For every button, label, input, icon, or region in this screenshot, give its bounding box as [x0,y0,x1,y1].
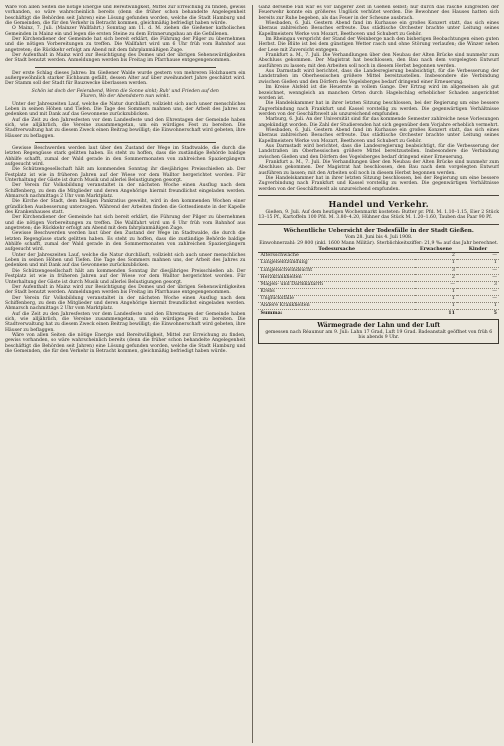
article-paragraph: Im Rheingau verspricht der Stand der Weinberge nach den bisherigen Beobachtungen einen guten Herbst. Die Blüte ist bei dem günstigen Wetter rasch und ohne Störung verlaufen; die Winzer sehen der Lese mit Zuversicht entgegen. [258,37,499,53]
table-cell: — [457,274,499,281]
table-row [258,288,499,295]
table-cell: 2 [415,274,457,281]
table-cell: 1 [415,295,457,302]
table-cell: Altersschwäche [258,253,415,260]
article-paragraph: Die Handelskammer hat in ihrer letzten Sitzung beschlossen, bei der Regierung um eine bessere Zugverbindung nach Frankfurt und Kassel vorstellig zu werden. Die gegenwärtigen Verhältnisse werden von der Geschäftswelt als unzureichend empfunden. [258,101,499,117]
table-cell: — [415,281,457,288]
table-cell: 1 [415,260,457,267]
article-paragraph: Ganz derselbe Fall war es vor längerer Zeit in Gießen selbst; nur durch das rasche Eingreifen der Feuerwehr konnte ein größeres Unglück verhütet werden. Die Bewohner des Hauses hatten sich bereits zur Ruhe begeben, als das Feuer in der Scheune ausbrach. [258,5,499,21]
article-paragraph: Auf die Zeit zu den Jahresfesten vor dem Landesfeste und den Ehrentagen der Gemeinde haben sich, wie alljährlich, die Vereine zusammengetan, um ein würdiges Fest zu bereiten. Die Stadtverwaltung hat zu diesem Zweck einen Beitrag bewilligt; die Einwohnerschaft wird gebeten, ihre Häuser zu beflaggen. [5,311,246,333]
column-divider [252,5,253,743]
market-section-title: Handel und Verkehr. [328,199,429,210]
table-cell: Magen- und Darmkatarrh [258,281,415,288]
divider [258,224,499,225]
table-cell: — [457,253,499,260]
mortality-table-note: Einwohnerzahl: 29 800 (inkl. 1600 Mann Militär). Sterblichkeitsziffer: 21,9 ‰ auf das Jahr berechnet. [259,240,499,246]
divider [35,67,216,68]
table-cell: Unglücksfälle [258,295,415,302]
article-paragraph: Der Kirchendiener der Gemeinde hat sich bereit erklärt, die Führung der Pilger zu übernehmen und die nötigen Vorbereitungen zu treffen. Die Wallfahrt wird um 6 Uhr früh vom Bahnhof aus angetreten; die Rückkehr erfolgt am Abend mit dem fahrplanmäßigen Zuge. [5,215,246,232]
table-header: Kinder [457,246,499,253]
table-cell: 5 [493,310,497,317]
mortality-table [258,246,499,316]
article-paragraph: Wiesbaden, 6. Juli. Gestern Abend fand im Kurhause ein großes Konzert statt, das sich eines überaus zahlreichen Besuches erfreute. Das städtische Orchester brachte unter Leitung seines Kapellmeisters Werke von Mozart, Beethoven und Schubert zu Gehör. [258,21,499,37]
table-cell: — [457,288,499,295]
right-column [258,5,499,745]
article-paragraph: Der Verein für Volksbildung veranstaltet in der nächsten Woche einen Ausflug nach dem Schiffenberg, zu dem die Mitglieder und deren Angehörige hiermit freundlichst eingeladen werden. Abmarsch nachmittags 2 Uhr vom Marktplatz. [5,295,246,312]
table-cell: Krebs [258,288,415,295]
mortality-table-title: Wöchentliche Uebersicht der Todesfälle in der Stadt Gießen. [283,227,474,234]
article-paragraph: Die Kirche der Stadt, dem heiligen Pankratius geweiht, wird in den kommenden Wochen einer gründlichen Ausbesserung unterzogen. Während der Arbeiten finden die Gottesdienste in der Kapelle des Krankenhauses statt. [5,199,246,216]
table-total-row [258,310,499,317]
article-paragraph: Gewisse Beschwerden werden laut über den Zustand der Wege im Stadtwalde, die durch die letzten Regengüsse stark gelitten haben. Es steht zu hoffen, dass die zuständige Behörde baldige Abhilfe schafft, zumal der Wald gerade in den Sommermonaten von zahlreichen Spaziergängern aufgesucht wird. [5,231,246,253]
table-row [258,281,499,288]
table-cell: Herzkrankheiten [258,274,415,281]
article-paragraph: Die Handelskammer hat in ihrer letzten Sitzung beschlossen, bei der Regierung um eine bessere Zugverbindung nach Frankfurt und Kassel vorstellig zu werden. Die gegenwärtigen Verhältnisse werden von der Geschäftswelt als unzureichend empfunden. [258,176,499,192]
table-cell: Lungenschwindsucht [258,267,415,274]
article-paragraph: Marburg, 6. Juli. An der Universität sind für das kommende Semester zahlreiche neue Vorlesungen angekündigt worden. Die Zahl der Studierenden hat sich gegenüber dem Vorjahre erheblich vermehrt. [258,117,499,128]
table-header: Todesursache [258,246,415,253]
article-paragraph: Wäre von allen Seiten die nötige Energie und Bereitwilligkeit, Mittel zur Erreichung zu finden, gewiss vorhanden, so wäre wahrscheinlich bereits (denn die früher schon behandelte Angelegenheit beschäftigt die Behörden seit Jahren) eine Lösung gefunden worden, welche die Stadt Hamburg und die Gemeinden, die für den Verkehr in Betracht kommen, gleichmäßig befriedigt haben würde. [5,5,246,27]
table-cell: 1 [415,288,457,295]
article-paragraph: Die Schützengesellschaft hält am kommenden Sonntag ihr diesjähriges Preisschießen ab. Der Festplatz ist wie in früheren Jahren auf der Wiese vor dem Walltor hergerichtet worden. Für Unterhaltung der Gäste ist durch Musik und allerlei Belustigungen gesorgt. [5,167,246,183]
table-cell: Summa: [260,310,283,317]
article-paragraph: Gewisse Beschwerden werden laut über den Zustand der Wege im Stadtwalde, die durch die letzten Regengüsse stark gelitten haben. Es steht zu hoffen, dass die zuständige Behörde baldige Abhilfe schafft, zumal der Wald gerade in den Sommermonaten von zahlreichen Spaziergängern aufgesucht wird. [5,145,246,167]
divider [35,142,216,143]
article-paragraph: Wäre von allen Seiten die nötige Energie und Bereitwilligkeit, Mittel zur Erreichung zu finden, gewiss vorhanden, so wäre wahrscheinlich bereits (denn die früher schon behandelte Angelegenheit beschäftigt die Behörden seit Jahren) eine Lösung gefunden worden, welche die Stadt Hamburg und die Gemeinden, die für den Verkehr in Betracht kommen, gleichmäßig befriedigt haben würde. [5,332,246,354]
left-column [5,5,246,745]
table-row [258,253,499,260]
table-row [258,295,499,302]
article-paragraph: Frankfurt a. M., 7. Juli. Die Verhandlungen über den Neubau der Alten Brücke sind nunmehr zum Abschluss gekommen. Der Magistrat hat beschlossen, den Bau nach dem vorgelegten Entwurf ausführen zu lassen; mit den Arbeiten soll noch in diesem Herbst begonnen werden. [258,159,499,176]
table-cell: Andere Krankheiten [258,303,415,310]
article-paragraph: Wiesbaden, 6. Juli. Gestern Abend fand im Kurhause ein großes Konzert statt, das sich eines überaus zahlreichen Besuches erfreute. Das städtische Orchester brachte unter Leitung seines Kapellmeisters Werke von Mozart, Beethoven und Schubert zu Gehör. [258,127,499,144]
article-paragraph: Der Verein für Volksbildung veranstaltet in der nächsten Woche einen Ausflug nach dem Schiffenberg, zu dem die Mitglieder und deren Angehörige hiermit freundlichst eingeladen werden. Abmarsch nachmittags 2 Uhr vom Marktplatz. [5,183,246,199]
article-paragraph: Aus Darmstadt wird berichtet, dass die Landesregierung beabsichtigt, für die Verbesserung der Landstraßen im Oberhessischen größere Mittel bereitzustellen. Insbesondere die Verbindung zwischen Gießen und den Dörfern des Vogelsberges bedarf dringend einer Erneuerung. [258,143,499,160]
article-paragraph: Unter der Jahreszeiten Lauf, welche die Natur durchläuft, vollzieht sich auch unser menschliches Leben in seinen Höhen und Tiefen. Die Tage des Sommers mahnen uns, der Arbeit des Jahres zu gedenken und mit Dank auf das Gewonnene zurückzublicken. [5,101,246,118]
article-paragraph: Der erste Schlag dieses Jahres: Im Gießener Walde wurde gestern von mehreren Holzhauern ein außergewöhnlich starker Eichbaum gefällt, dessen Alter auf über zweihundert Jahre geschätzt wird. Der Stamm soll der Stadt für Bauzwecke überlassen werden. [5,70,246,87]
article-paragraph: Auf die Zeit zu den Jahresfesten vor dem Landesfeste und den Ehrentagen der Gemeinde haben sich, wie alljährlich, die Vereine zusammengetan, um ein würdiges Fest zu bereiten. Die Stadtverwaltung hat zu diesem Zweck einen Beitrag bewilligt; die Einwohnerschaft wird gebeten, ihre Häuser zu beflaggen. [5,117,246,139]
table-row [258,267,499,274]
table-cell: — [457,267,499,274]
table-cell: 2 [415,253,457,260]
table-cell: 1 [457,303,499,310]
article-paragraph: Aus Darmstadt wird berichtet, dass die Landesregierung beabsichtigt, für die Verbesserung der Landstraßen im Oberhessischen größere Mittel bereitzustellen. Insbesondere die Verbindung zwischen Gießen und den Dörfern des Vogelsberges bedarf dringend einer Erneuerung. [258,69,499,85]
table-cell: — [457,295,499,302]
temperature-notice [258,319,499,344]
article-paragraph: Unter der Jahreszeiten Lauf, welche die Natur durchläuft, vollzieht sich auch unser menschliches Leben in seinen Höhen und Tiefen. Die Tage des Sommers mahnen uns, der Arbeit des Jahres zu gedenken und mit Dank auf das Gewonnene zurückzublicken. [5,252,246,269]
notice-text: gemessen nach Réaumur am 9. Juli: Lahn 17 Grad, Luft 19 Grad. Badeanstalt geöffnet von früh 6 bis abends 9 Uhr. [265,329,493,341]
table-cell: 3 [415,267,457,274]
table-row [258,303,499,310]
article-paragraph: Der Aufenthalt in Mainz wird zur Besichtigung des Domes und der übrigen Sehenswürdigkeiten der Stadt benutzt werden. Anmeldungen werden bis Freitag im Pfarrhause entgegengenommen. [5,284,246,296]
table-row [258,274,499,281]
poem: Schön ist doch der Feierabend, Wenn die Sonne sinkt; Ruh' und Frieden auf den Fluren, Wo der Abendstern nun winkt. [31,88,219,100]
mortality-table-subtitle: Vom 28. Juni bis 4. Juli 1908. [345,235,413,241]
article-paragraph: Der Kirchendiener der Gemeinde hat sich bereit erklärt, die Führung der Pilger zu übernehmen und die nötigen Vorbereitungen zu treffen. Die Wallfahrt wird um 6 Uhr früh vom Bahnhof aus angetreten; die Rückkehr erfolgt am Abend mit dem fahrplanmäßigen Zuge. [5,37,246,53]
table-cell: 1 [457,260,499,267]
table-cell: 11 [448,310,455,317]
divider [258,195,499,196]
article-paragraph: Der Aufenthalt in Mainz wird zur Besichtigung des Domes und der übrigen Sehenswürdigkeiten der Stadt benutzt werden. Anmeldungen werden bis Freitag im Pfarrhause entgegengenommen. [5,53,246,64]
article-paragraph: Im Kreise Alsfeld ist die Heuernte in vollem Gange. Der Ertrag wird im allgemeinen als gut bezeichnet, wenngleich an manchen Orten durch Hagelschlag erheblicher Schaden angerichtet worden ist. [258,85,499,101]
table-cell: Lungenentzündung [258,260,415,267]
article-paragraph: Die Schützengesellschaft hält am kommenden Sonntag ihr diesjähriges Preisschießen ab. Der Festplatz ist wie in früheren Jahren auf der Wiese vor dem Walltor hergerichtet worden. Für Unterhaltung der Gäste ist durch Musik und allerlei Belustigungen gesorgt. [5,268,246,285]
article-paragraph: Frankfurt a. M., 7. Juli. Die Verhandlungen über den Neubau der Alten Brücke sind nunmehr zum Abschluss gekommen. Der Magistrat hat beschlossen, den Bau nach dem vorgelegten Entwurf ausführen zu lassen; mit den Arbeiten soll noch in diesem Herbst begonnen werden. [258,53,499,69]
table-header: Erwachsene [415,246,457,253]
table-row [258,260,499,267]
article-paragraph: O Mainz, 7. Juli. (Mainzer Wallfahrt.) Sonntag am 11. d. M. ziehen die Gießener katholischen Gemeinden in Mainz ein und legen die ersten Steine zu dem Erinnerungsbau an die Gefallenen. [5,26,246,37]
notice-title: Wärmegrade der Lahn und der Luft [317,322,441,330]
table-cell: 1 [415,303,457,310]
market-report: Gießen, 9. Juli. Auf dem heutigen Wochenmarkt kosteten: Butter pr. Pfd. M. 1.10–1.15, Eier 2 Stück 13–15 Pf., Kartoffeln 100 Pfd. M. 3.80–4.20, Hühner das Stück M. 1.20–1.60, Tauben das Paar 90 Pf. [258,210,499,221]
table-cell: 3 [457,281,499,288]
